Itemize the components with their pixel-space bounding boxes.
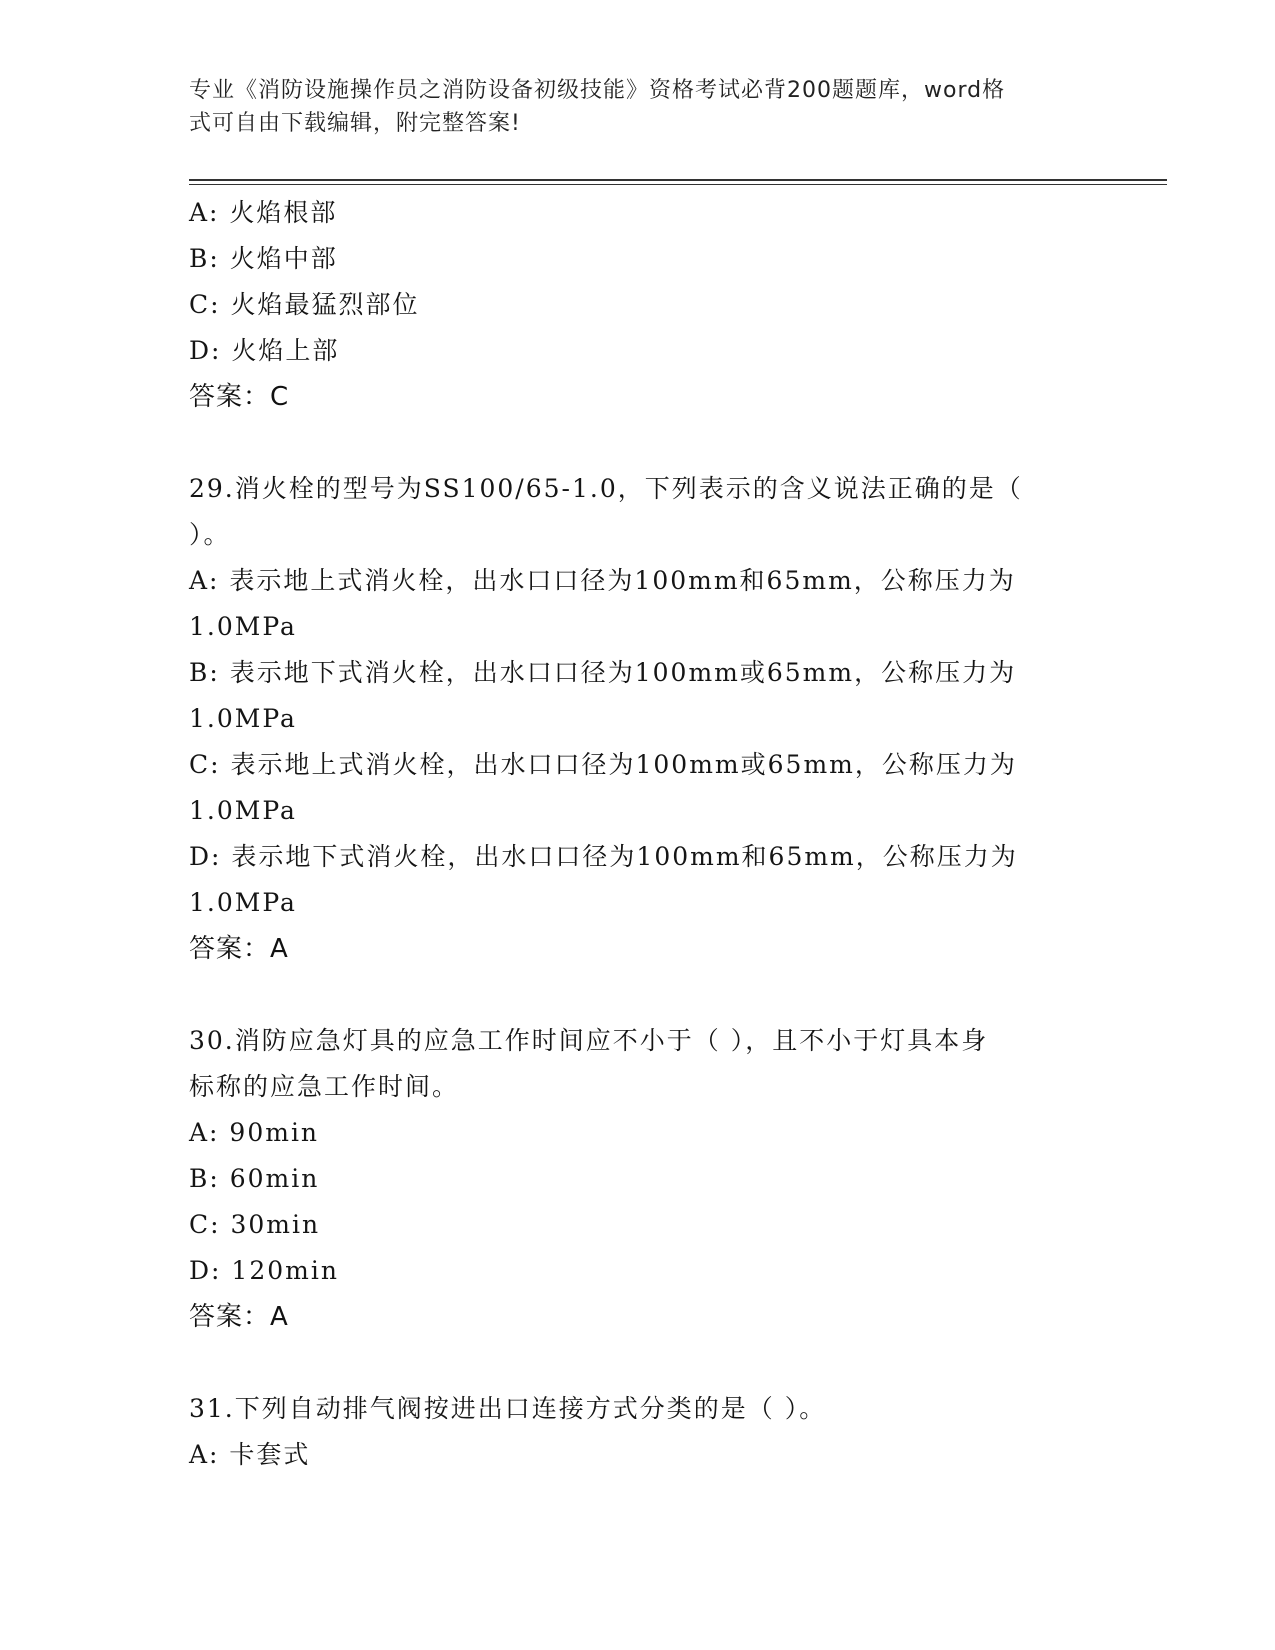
answer-line: 答案：C — [189, 382, 290, 412]
option-a: A: 卡套式 — [189, 1440, 311, 1469]
document-header — [189, 74, 1069, 140]
answer-line: 答案：A — [189, 934, 289, 964]
option-a: A: 火焰根部 — [189, 198, 338, 227]
option-b-continued: 1.0MPa — [189, 704, 297, 733]
header-divider-thick — [189, 179, 1167, 181]
question-29 — [189, 466, 1089, 972]
option-b: B: 火焰中部 — [189, 244, 338, 273]
question-30 — [189, 1018, 1089, 1340]
option-b: B: 表示地下式消火栓，出水口口径为100mm或65mm，公称压力为 — [189, 658, 1017, 687]
header-divider-thin — [189, 184, 1167, 185]
option-c: C: 表示地上式消火栓，出水口口径为100mm或65mm，公称压力为 — [189, 750, 1017, 779]
option-a: A: 90min — [189, 1118, 320, 1147]
option-a-continued: 1.0MPa — [189, 612, 297, 641]
option-a: A: 表示地上式消火栓，出水口口径为100mm和65mm，公称压力为 — [189, 566, 1016, 595]
question-31 — [189, 1386, 1089, 1478]
option-c-continued: 1.0MPa — [189, 796, 297, 825]
option-d: D: 120min — [189, 1256, 339, 1285]
header-line-1: 专业《消防设施操作员之消防设备初级技能》资格考试必背200题题库，word格 — [189, 78, 1006, 103]
question-stem-continued: 标称的应急工作时间。 — [189, 1072, 460, 1101]
header-line-2: 式可自由下载编辑，附完整答案! — [189, 111, 521, 136]
question-list — [189, 190, 1089, 1478]
option-d: D: 火焰上部 — [189, 336, 340, 365]
answer-line: 答案：A — [189, 1302, 289, 1332]
option-d: D: 表示地下式消火栓，出水口口径为100mm和65mm，公称压力为 — [189, 842, 1018, 871]
question-stem-continued: ）。 — [189, 520, 231, 549]
question-stem: 29.消火栓的型号为SS100/65-1.0，下列表示的含义说法正确的是（ — [189, 474, 1023, 503]
option-c: C: 30min — [189, 1210, 321, 1239]
question-stem: 30.消防应急灯具的应急工作时间应不小于（ ），且不小于灯具本身 — [189, 1026, 989, 1055]
option-b: B: 60min — [189, 1164, 320, 1193]
option-d-continued: 1.0MPa — [189, 888, 297, 917]
question-28-continued — [189, 190, 1089, 420]
option-c: C: 火焰最猛烈部位 — [189, 290, 420, 319]
question-stem: 31.下列自动排气阀按进出口连接方式分类的是（ ）。 — [189, 1394, 827, 1423]
